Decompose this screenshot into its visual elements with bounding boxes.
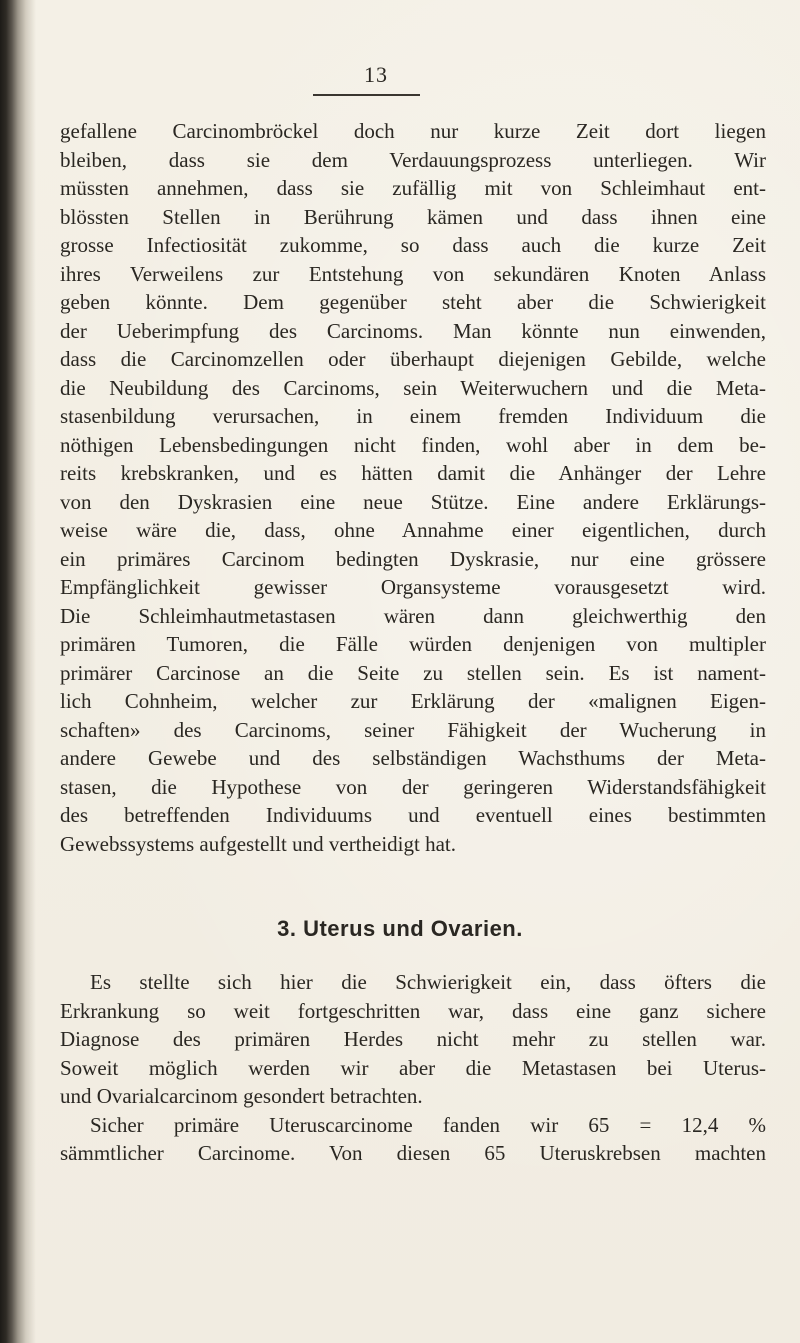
text-line: die Neubildung des Carcinoms, sein Weiterwuchern und die Meta- — [60, 375, 766, 400]
text-line: und Ovarialcarcinom gesondert betrachten. — [60, 1084, 423, 1108]
text-line: stasenbildung verursachen, in einem fremden Individuum die — [60, 404, 766, 428]
text-line: des betreffenden Individuums und eventuell eines bestimmten — [60, 803, 766, 827]
text-line: Sicher primäre Uteruscarcinome fanden wir 65 = 12,4 % — [90, 1112, 766, 1137]
text-line: der Ueberimpfung des Carcinoms. Man könnte nun einwenden, — [60, 318, 766, 343]
section-heading: 3. Uterus und Ovarien. — [277, 916, 523, 941]
paragraph-1 — [60, 117, 766, 858]
text-line: primären Tumoren, die Fälle würden denjenigen von multipler — [60, 632, 766, 656]
text-line: Die Schleimhautmetastasen wären dann gleichwerthig den — [60, 603, 766, 628]
text-line: blössten Stellen in Berührung kämen und dass ihnen eine — [60, 204, 766, 229]
text-line: nöthigen Lebensbedingungen nicht finden, wohl aber in dem be- — [60, 432, 766, 457]
text-line: Diagnose des primären Herdes nicht mehr zu stellen war. — [60, 1027, 766, 1051]
text-line: sämmtlicher Carcinome. Von diesen 65 Uteruskrebsen machten — [60, 1141, 766, 1165]
text-line: ihres Verweilens zur Entstehung von sekundären Knoten Anlass — [60, 261, 766, 286]
page-number: 13 — [364, 62, 388, 87]
text-line: stasen, die Hypothese von der geringeren Widerstandsfähigkeit — [60, 774, 766, 799]
paragraph-2 — [60, 968, 766, 1168]
text-line: weise wäre die, dass, ohne Annahme einer eigentlichen, durch — [60, 518, 766, 542]
text-line: müssten annehmen, dass sie zufällig mit von Schleimhaut ent- — [60, 176, 766, 200]
text-line: grosse Infectiosität zukomme, so dass auch die kurze Zeit — [60, 233, 766, 257]
text-line: lich Cohnheim, welcher zur Erklärung der «malignen Eigen- — [60, 689, 766, 713]
header-rule — [313, 94, 420, 96]
text-line: Erkrankung so weit fortgeschritten war, dass eine ganz sichere — [60, 998, 766, 1023]
text-line: dass die Carcinomzellen oder überhaupt diejenigen Gebilde, welche — [60, 347, 766, 371]
text-line: reits krebskranken, und es hätten damit die Anhänger der Lehre — [60, 461, 766, 485]
text-line: gefallene Carcinombröckel doch nur kurze Zeit dort liegen — [60, 119, 766, 143]
text-line: andere Gewebe und des selbständigen Wachsthums der Meta- — [60, 746, 766, 770]
text-line: primärer Carcinose an die Seite zu stellen sein. Es ist nament- — [60, 660, 766, 685]
text-line: bleiben, dass sie dem Verdauungsprozess unterliegen. Wir — [60, 147, 766, 172]
text-line: schaften» des Carcinoms, seiner Fähigkeit der Wucherung in — [60, 717, 766, 742]
text-line: Empfänglichkeit gewisser Organsysteme vorausgesetzt wird. — [60, 575, 766, 599]
text-line: ein primäres Carcinom bedingten Dyskrasie, nur eine grössere — [60, 546, 766, 571]
book-binding-edge — [0, 0, 36, 1343]
text-line: Es stellte sich hier die Schwierigkeit ein, dass öfters die — [90, 970, 766, 994]
text-line: von den Dyskrasien eine neue Stütze. Eine andere Erklärungs- — [60, 489, 766, 514]
text-line: Gewebssystems aufgestellt und vertheidigt hat. — [60, 831, 456, 856]
text-line: geben könnte. Dem gegenüber steht aber die Schwierigkeit — [60, 290, 766, 314]
text-line: Soweit möglich werden wir aber die Metastasen bei Uterus- — [60, 1055, 766, 1080]
